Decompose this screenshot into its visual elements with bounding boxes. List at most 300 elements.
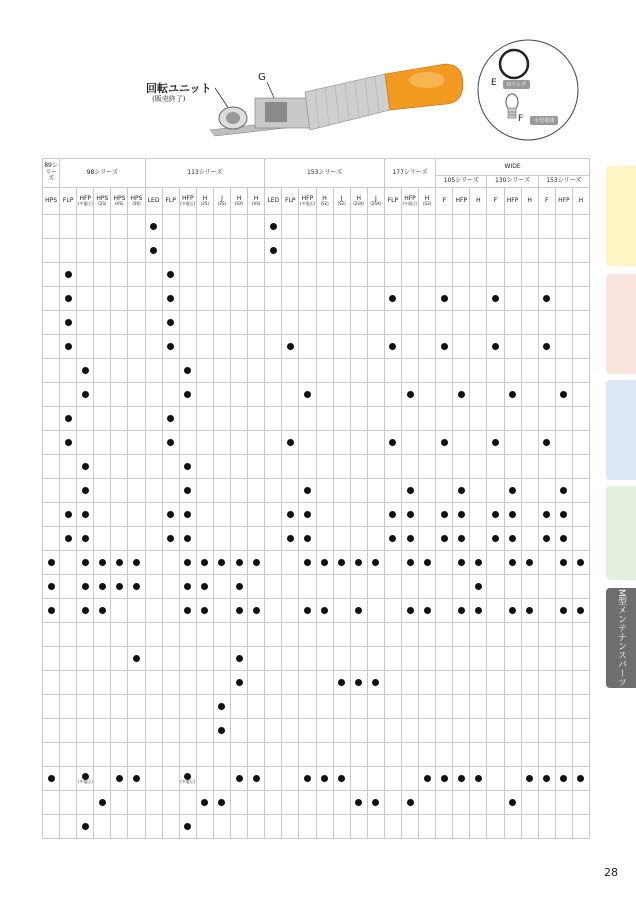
column-header [419, 188, 436, 215]
compatible-dot [492, 295, 499, 302]
compatible-dot [543, 295, 550, 302]
table-cell [128, 623, 145, 647]
table-cell [555, 815, 572, 839]
compatible-dot [184, 511, 191, 518]
table-cell [333, 599, 350, 623]
table-cell [128, 695, 145, 719]
table-cell [350, 215, 367, 239]
table-cell [265, 359, 282, 383]
table-cell [555, 479, 572, 503]
table-cell [43, 383, 60, 407]
table-cell [213, 503, 230, 527]
table-cell [538, 479, 555, 503]
column-name: J [340, 194, 343, 202]
table-cell [367, 767, 384, 791]
table-cell [436, 647, 453, 671]
table-cell [316, 671, 333, 695]
table-cell [521, 239, 538, 263]
table-cell [299, 599, 316, 623]
table-cell [111, 743, 128, 767]
table-cell [196, 719, 213, 743]
table-cell [231, 815, 248, 839]
table-cell [333, 743, 350, 767]
table-cell [316, 431, 333, 455]
table-cell [196, 311, 213, 335]
table-cell [231, 455, 248, 479]
column-name: LED [267, 196, 280, 204]
compatible-dot [167, 439, 174, 446]
table-cell [470, 719, 487, 743]
table-cell [350, 239, 367, 263]
table-cell [77, 263, 94, 287]
table-cell [196, 695, 213, 719]
table-cell [299, 311, 316, 335]
table-cell [384, 407, 401, 431]
table-cell [77, 239, 94, 263]
compatible-dot [492, 439, 499, 446]
table-cell [538, 287, 555, 311]
table-cell [248, 311, 265, 335]
table-cell [60, 599, 77, 623]
table-cell [350, 479, 367, 503]
table-cell [367, 647, 384, 671]
table-cell [504, 311, 521, 335]
table-cell [504, 767, 521, 791]
table-cell [555, 575, 572, 599]
table-cell [367, 503, 384, 527]
table-cell [282, 455, 299, 479]
side-tab-2[interactable] [606, 274, 636, 374]
table-cell [128, 599, 145, 623]
compatible-dot [184, 559, 191, 566]
table-row [43, 455, 590, 479]
column-sub: (VS) [115, 201, 124, 207]
compatible-dot [236, 583, 243, 590]
table-cell [94, 647, 111, 671]
compatible-dot [543, 775, 550, 782]
table-cell [487, 455, 504, 479]
compatible-dot [116, 583, 123, 590]
table-cell [111, 383, 128, 407]
table-cell [504, 215, 521, 239]
table-cell [213, 695, 230, 719]
column-name: HPS [113, 194, 126, 202]
table-cell [196, 551, 213, 575]
table-cell [470, 743, 487, 767]
table-cell [316, 743, 333, 767]
table-cell [111, 647, 128, 671]
compatible-dot [236, 607, 243, 614]
column-header [333, 188, 350, 215]
table-cell [145, 335, 162, 359]
table-cell [196, 527, 213, 551]
compatible-dot [253, 775, 260, 782]
table-cell [282, 383, 299, 407]
column-sub: (2S) [98, 201, 107, 207]
rotating-unit-discontinued-note: (販売終了) [152, 95, 186, 103]
table-cell [145, 551, 162, 575]
table-cell [419, 407, 436, 431]
table-cell [487, 383, 504, 407]
table-cell [384, 359, 401, 383]
table-cell [367, 383, 384, 407]
table-cell [470, 815, 487, 839]
compatible-dot [167, 511, 174, 518]
table-cell [111, 527, 128, 551]
table-cell [350, 455, 367, 479]
column-sub: (SX) [234, 201, 244, 207]
table-cell [179, 647, 196, 671]
table-cell [521, 551, 538, 575]
table-row [43, 527, 590, 551]
table-cell [179, 215, 196, 239]
side-tab-maintenance-parts[interactable]: M型メンテナンスパーツ [606, 588, 636, 688]
table-cell [60, 215, 77, 239]
table-cell [111, 335, 128, 359]
table-cell [401, 407, 418, 431]
table-cell [77, 503, 94, 527]
table-cell [521, 743, 538, 767]
table-cell [384, 503, 401, 527]
compatible-dot [560, 535, 567, 542]
column-sub: (多電圧) [402, 201, 418, 207]
table-cell [77, 647, 94, 671]
table-cell [419, 383, 436, 407]
table-cell [401, 695, 418, 719]
table-cell [521, 215, 538, 239]
table-cell [538, 359, 555, 383]
table-cell [128, 575, 145, 599]
table-cell [111, 791, 128, 815]
table-cell [162, 455, 179, 479]
table-cell [265, 551, 282, 575]
table-cell [196, 791, 213, 815]
table-cell [299, 479, 316, 503]
table-cell [504, 815, 521, 839]
column-name: FLP [285, 196, 296, 204]
table-cell [401, 767, 418, 791]
table-cell [265, 287, 282, 311]
table-row [43, 815, 590, 839]
table-cell [367, 239, 384, 263]
table-cell [333, 263, 350, 287]
table-cell [419, 575, 436, 599]
compatible-dot [526, 775, 533, 782]
table-cell [401, 815, 418, 839]
table-cell [436, 263, 453, 287]
table-row [43, 263, 590, 287]
table-cell [487, 359, 504, 383]
table-cell [43, 551, 60, 575]
column-name: H [356, 194, 361, 202]
table-cell [231, 239, 248, 263]
table-cell [282, 263, 299, 287]
group-header-wide: WIDE [436, 159, 590, 176]
table-cell [231, 311, 248, 335]
table-cell [128, 671, 145, 695]
table-cell [333, 671, 350, 695]
table-cell [265, 623, 282, 647]
table-cell [504, 695, 521, 719]
column-header [436, 188, 453, 215]
compatible-dot [167, 319, 174, 326]
table-cell [487, 767, 504, 791]
table-cell [453, 743, 470, 767]
table-cell [128, 431, 145, 455]
compatible-dot [65, 415, 72, 422]
table-cell [265, 575, 282, 599]
table-cell [282, 479, 299, 503]
table-cell [333, 815, 350, 839]
table-cell [572, 239, 589, 263]
table-cell [367, 407, 384, 431]
table-cell [60, 743, 77, 767]
compatible-dot [560, 487, 567, 494]
table-cell [470, 239, 487, 263]
table-cell [196, 743, 213, 767]
table-row [43, 407, 590, 431]
table-cell [111, 359, 128, 383]
table-cell [316, 767, 333, 791]
table-cell [111, 455, 128, 479]
side-tab-1[interactable] [606, 166, 636, 266]
table-cell [265, 503, 282, 527]
compatible-dot [560, 511, 567, 518]
table-cell [128, 263, 145, 287]
tag-small-bulb: 小型電球 [530, 116, 558, 125]
table-cell [367, 287, 384, 311]
table-cell [282, 527, 299, 551]
table-cell [179, 263, 196, 287]
compatible-dot [48, 775, 55, 782]
table-cell [299, 575, 316, 599]
table-cell [521, 719, 538, 743]
table-cell [504, 551, 521, 575]
table-row [43, 431, 590, 455]
side-tab-4[interactable] [606, 486, 636, 580]
table-cell [504, 263, 521, 287]
compatible-dot [560, 775, 567, 782]
column-name: F [442, 196, 446, 204]
table-cell [145, 791, 162, 815]
table-cell [470, 623, 487, 647]
table-cell [572, 263, 589, 287]
column-header [470, 188, 487, 215]
compatible-dot [99, 559, 106, 566]
table-cell [43, 431, 60, 455]
table-cell [555, 359, 572, 383]
table-cell [470, 527, 487, 551]
table-cell [60, 623, 77, 647]
compatible-dot [509, 607, 516, 614]
table-cell [367, 575, 384, 599]
table-cell [401, 263, 418, 287]
table-cell [111, 815, 128, 839]
group-header-113: 113シリーズ [145, 159, 265, 188]
compatible-dot [150, 223, 157, 230]
table-cell [470, 647, 487, 671]
table-cell [162, 359, 179, 383]
table-cell [384, 719, 401, 743]
table-cell [111, 767, 128, 791]
column-header [384, 188, 401, 215]
table-cell [572, 575, 589, 599]
table-cell [179, 239, 196, 263]
table-cell [555, 527, 572, 551]
compatible-dot [372, 799, 379, 806]
table-cell [265, 743, 282, 767]
table-cell [43, 263, 60, 287]
table-cell [521, 575, 538, 599]
table-cell [419, 359, 436, 383]
compatible-dot [441, 775, 448, 782]
table-cell [265, 647, 282, 671]
table-cell [333, 647, 350, 671]
table-cell [384, 551, 401, 575]
table-cell [470, 575, 487, 599]
table-cell [555, 767, 572, 791]
column-header [196, 188, 213, 215]
table-cell [265, 767, 282, 791]
table-cell [384, 671, 401, 695]
table-cell [401, 791, 418, 815]
dot-note: (多電圧) [180, 779, 196, 785]
compatible-dot [458, 511, 465, 518]
compatible-dot [389, 511, 396, 518]
table-cell [299, 719, 316, 743]
table-cell [538, 263, 555, 287]
table-cell [572, 383, 589, 407]
table-cell [213, 647, 230, 671]
compatible-dot [338, 679, 345, 686]
table-cell [504, 359, 521, 383]
compatible-dot [458, 775, 465, 782]
table-cell [572, 623, 589, 647]
side-tab-3[interactable] [606, 380, 636, 480]
table-row [43, 695, 590, 719]
table-cell [94, 287, 111, 311]
column-header [77, 188, 94, 215]
table-cell [213, 215, 230, 239]
table-cell [128, 815, 145, 839]
table-cell [265, 383, 282, 407]
table-cell [453, 503, 470, 527]
table-cell [367, 671, 384, 695]
compatible-dot [167, 415, 174, 422]
table-cell [350, 695, 367, 719]
table-cell [555, 599, 572, 623]
table-cell [231, 791, 248, 815]
table-cell [384, 599, 401, 623]
table-cell [521, 311, 538, 335]
table-cell [333, 431, 350, 455]
table-cell [77, 215, 94, 239]
table-cell [453, 311, 470, 335]
table-cell [555, 239, 572, 263]
table-cell [333, 719, 350, 743]
table-cell [43, 503, 60, 527]
table-cell [60, 551, 77, 575]
compatible-dot [407, 559, 414, 566]
table-cell [60, 311, 77, 335]
table-cell [60, 407, 77, 431]
table-cell [436, 767, 453, 791]
dot-note: (多電圧) [77, 779, 93, 785]
table-cell [265, 527, 282, 551]
column-name: HPS [96, 194, 109, 202]
table-cell [555, 287, 572, 311]
table-cell [333, 695, 350, 719]
compatible-dot [133, 655, 140, 662]
compatible-dot [407, 391, 414, 398]
wide-sub-153: 153シリーズ [538, 176, 589, 188]
table-cell [401, 311, 418, 335]
table-cell [367, 263, 384, 287]
table-cell [282, 503, 299, 527]
column-name: FLP [62, 196, 74, 204]
compatible-dot [253, 559, 260, 566]
compatible-dot [48, 559, 55, 566]
table-cell [470, 695, 487, 719]
table-row [43, 743, 590, 767]
table-cell [282, 239, 299, 263]
table-cell [401, 287, 418, 311]
table-cell [213, 359, 230, 383]
table-cell [487, 263, 504, 287]
table-cell [367, 791, 384, 815]
compatible-dot [458, 391, 465, 398]
compatible-dot [236, 655, 243, 662]
column-header [282, 188, 299, 215]
table-cell [213, 743, 230, 767]
compatible-dot [492, 535, 499, 542]
compatible-dot [236, 559, 243, 566]
table-cell [94, 815, 111, 839]
table-cell [555, 695, 572, 719]
table-cell [111, 695, 128, 719]
table-cell [453, 791, 470, 815]
compatible-dot [201, 799, 208, 806]
table-cell [401, 743, 418, 767]
table-cell [145, 359, 162, 383]
table-cell [179, 623, 196, 647]
table-cell [282, 719, 299, 743]
compatible-dot [287, 535, 294, 542]
compatible-dot [338, 559, 345, 566]
table-cell [504, 623, 521, 647]
table-cell [196, 599, 213, 623]
column-name: H [527, 196, 532, 204]
table-cell [538, 599, 555, 623]
table-cell [504, 719, 521, 743]
table-cell [572, 527, 589, 551]
table-cell [299, 671, 316, 695]
table-cell [60, 383, 77, 407]
table-cell [555, 215, 572, 239]
table-cell [162, 503, 179, 527]
table-cell [333, 287, 350, 311]
table-cell [145, 287, 162, 311]
table-cell [231, 407, 248, 431]
table-cell [265, 335, 282, 359]
table-cell [265, 671, 282, 695]
column-name: LED [147, 196, 160, 204]
compatible-dot [355, 799, 362, 806]
table-cell [436, 791, 453, 815]
table-cell [487, 215, 504, 239]
table-cell [538, 791, 555, 815]
compatible-dot [82, 535, 89, 542]
